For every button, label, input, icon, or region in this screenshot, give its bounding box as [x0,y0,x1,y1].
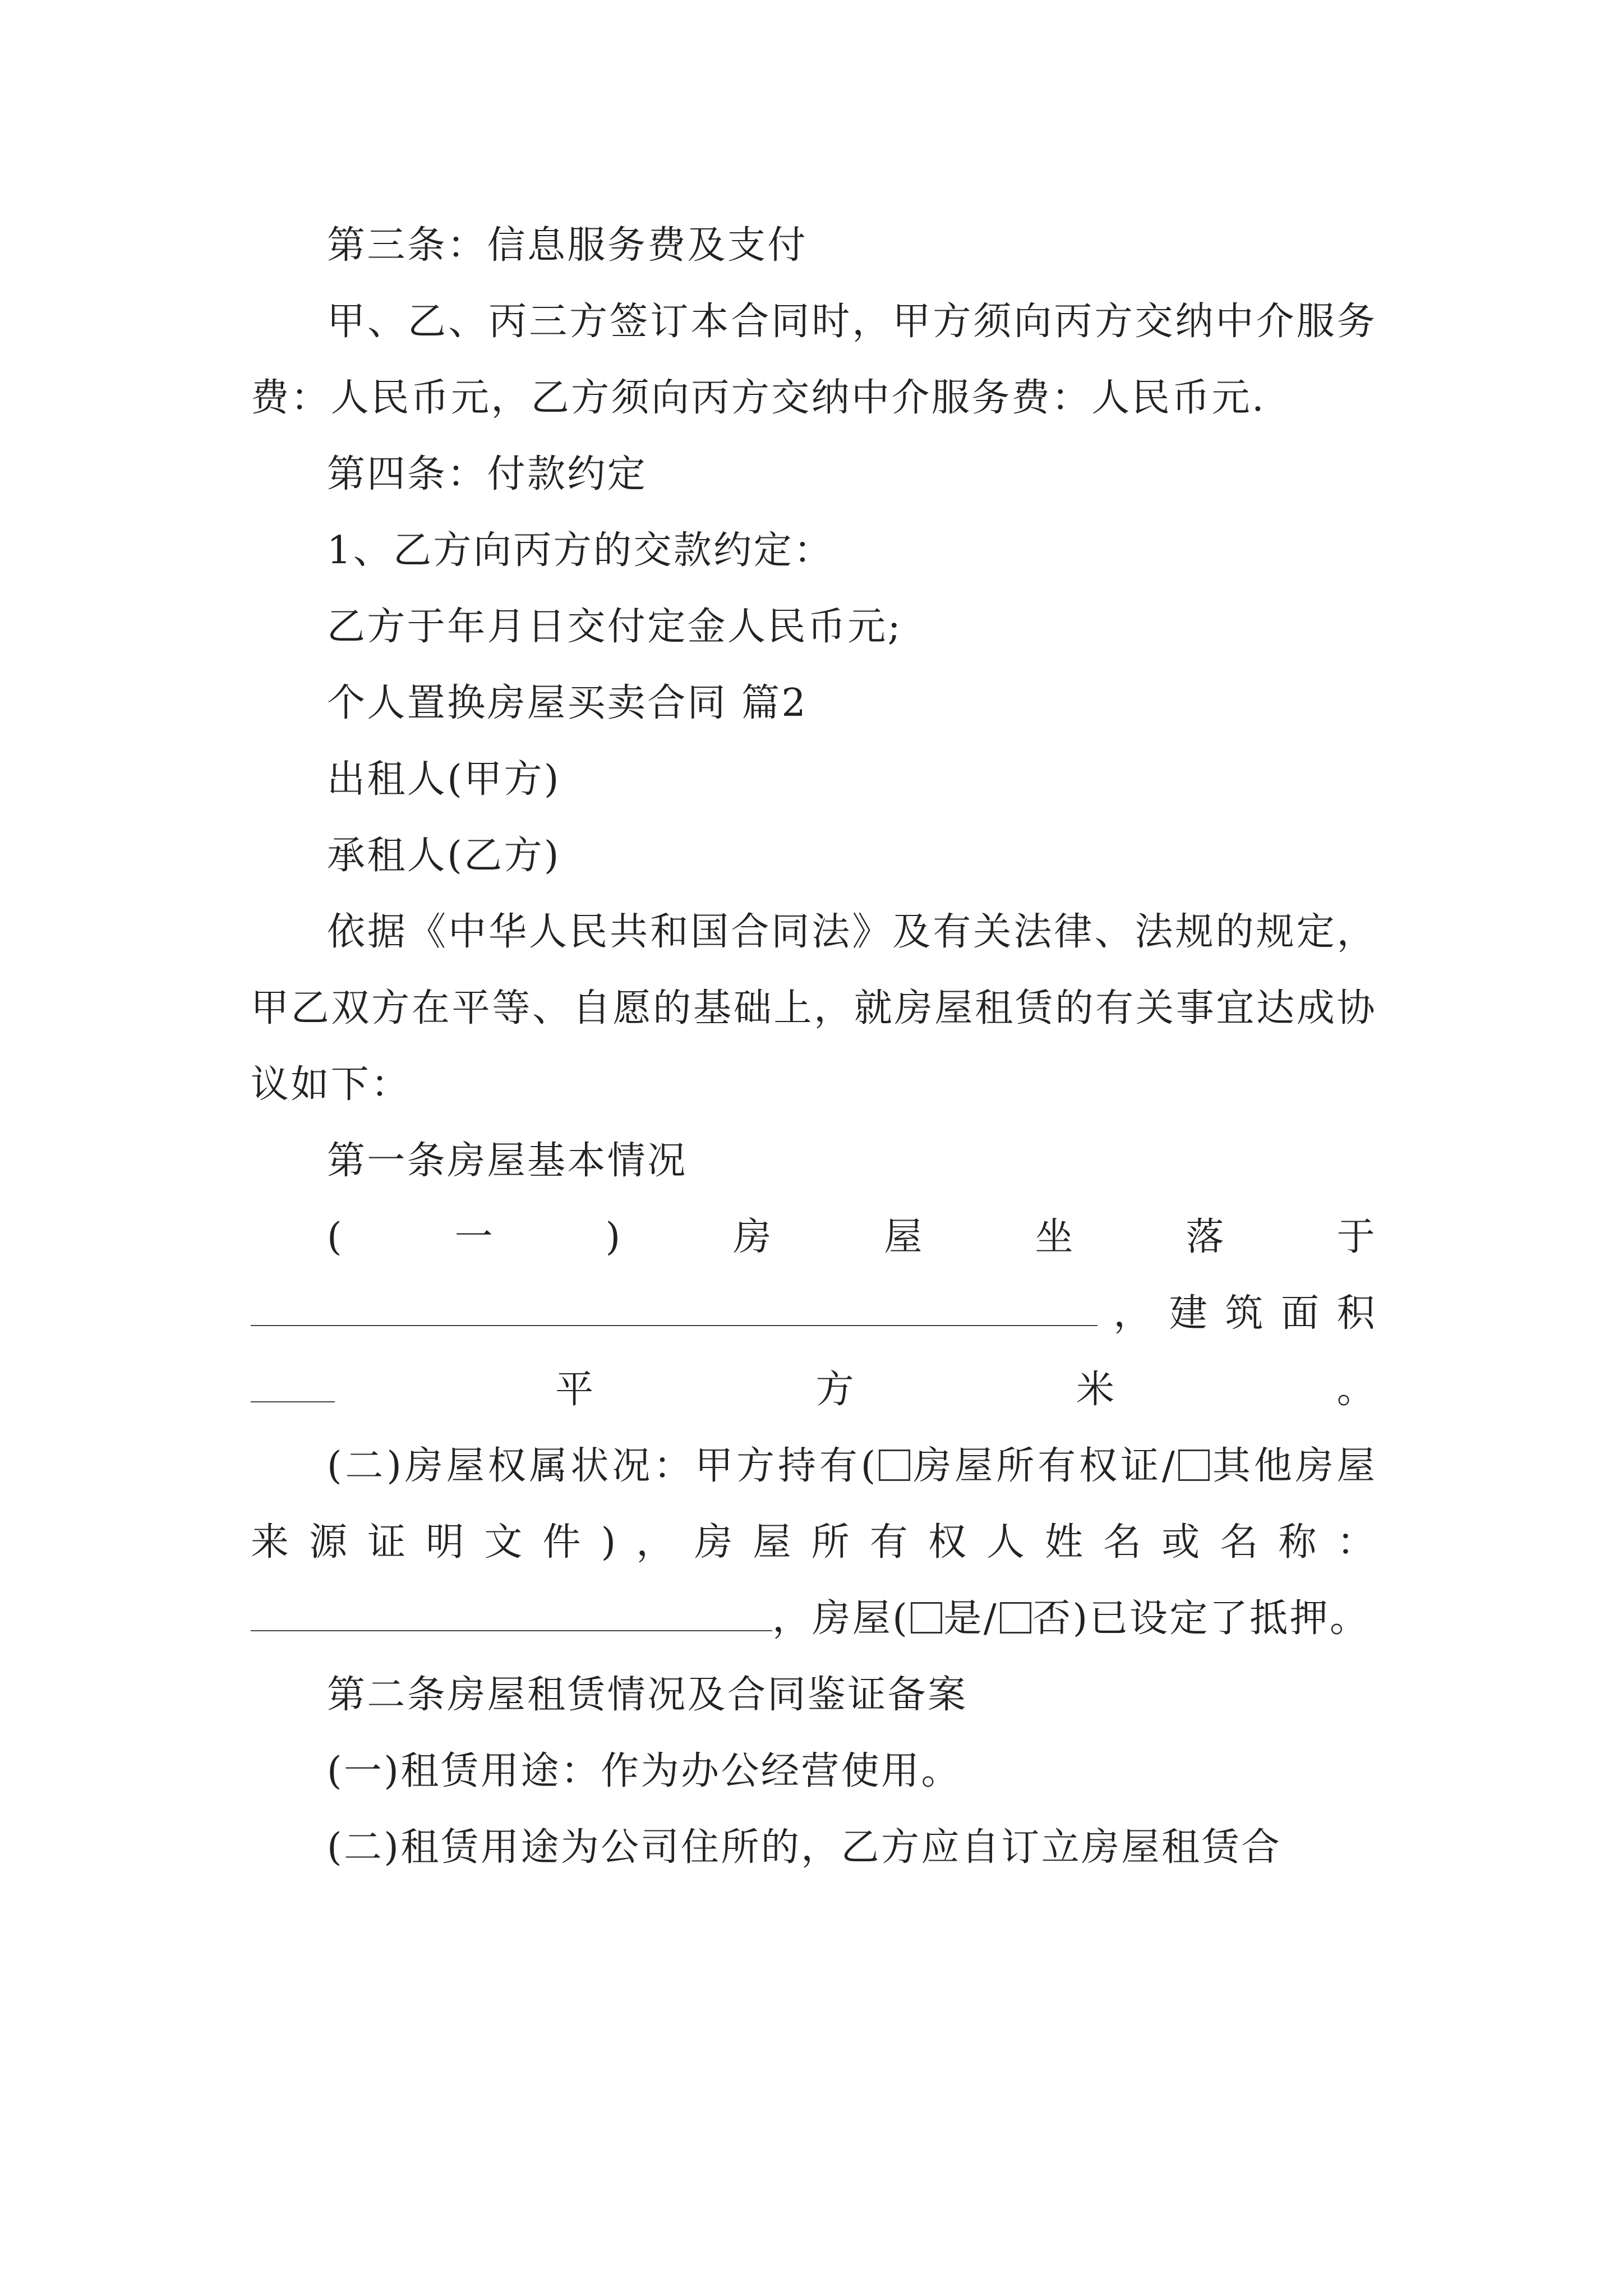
floor-area-label: ，建筑面积 [1098,1291,1377,1336]
option-other-document: 其他房屋来源证明文件)，房屋所有权人姓名或名称： [251,1444,1377,1565]
service-fee-paragraph: 甲、乙、丙三方签订本合同时，甲方须向丙方交纳中介服务费：人民币元，乙方须向丙方交纳中介服务费：人民币元. [251,300,1377,420]
location-blank [251,1289,1098,1326]
owner-name-blank [251,1594,772,1631]
option-certificate: 房屋所有权证/ [911,1444,1177,1488]
deposit-paragraph: 乙方于年月日交付定金人民币元; [327,605,902,649]
checkbox-icon [879,1450,910,1481]
house-location-paragraph [251,1199,1377,1428]
option-yes: 是/ [943,1596,999,1641]
checkbox-icon [911,1602,942,1634]
area-blank [251,1365,335,1402]
option-no: 否)已设定了抵押。 [1032,1596,1370,1641]
payment-item-1: 1、乙方向丙方的交款约定： [327,528,834,573]
mortgage-label: ，房屋( [772,1596,910,1641]
legal-basis-paragraph: 依据《中华人民共和国合同法》及有关法律、法规的规定，甲乙双方在平等、自愿的基础上，就房屋租赁的有关事宜达成协议如下： [251,910,1377,1107]
lease-purpose-paragraph: (一)租赁用途：作为办公经营使用。 [327,1749,961,1793]
area-unit: 平方米。 [335,1368,1377,1412]
article-1-heading: 第一条房屋基本情况 [327,1139,688,1183]
company-address-paragraph: (二)租赁用途为公司住所的，乙方应自订立房屋租赁合 [327,1825,1282,1870]
house-location-label: (一)房屋坐落于 [327,1215,1377,1259]
checkbox-icon [1178,1450,1210,1481]
ownership-paragraph [251,1428,1377,1657]
article-4-heading: 第四条：付款约定 [327,452,648,496]
article-3-heading: 第三条：信息服务费及支付 [327,223,808,268]
lessor-line: 出租人(甲方) [327,757,561,802]
ownership-label: (二)房屋权属状况：甲方持有( [327,1444,878,1488]
article-2-heading: 第二条房屋租赁情况及合同鉴证备案 [327,1673,968,1717]
checkbox-icon [1000,1602,1031,1634]
contract-section-title: 个人置换房屋买卖合同 篇2 [327,681,808,725]
document-body [251,208,1377,1886]
lessee-line: 承租人(乙方) [327,834,561,878]
